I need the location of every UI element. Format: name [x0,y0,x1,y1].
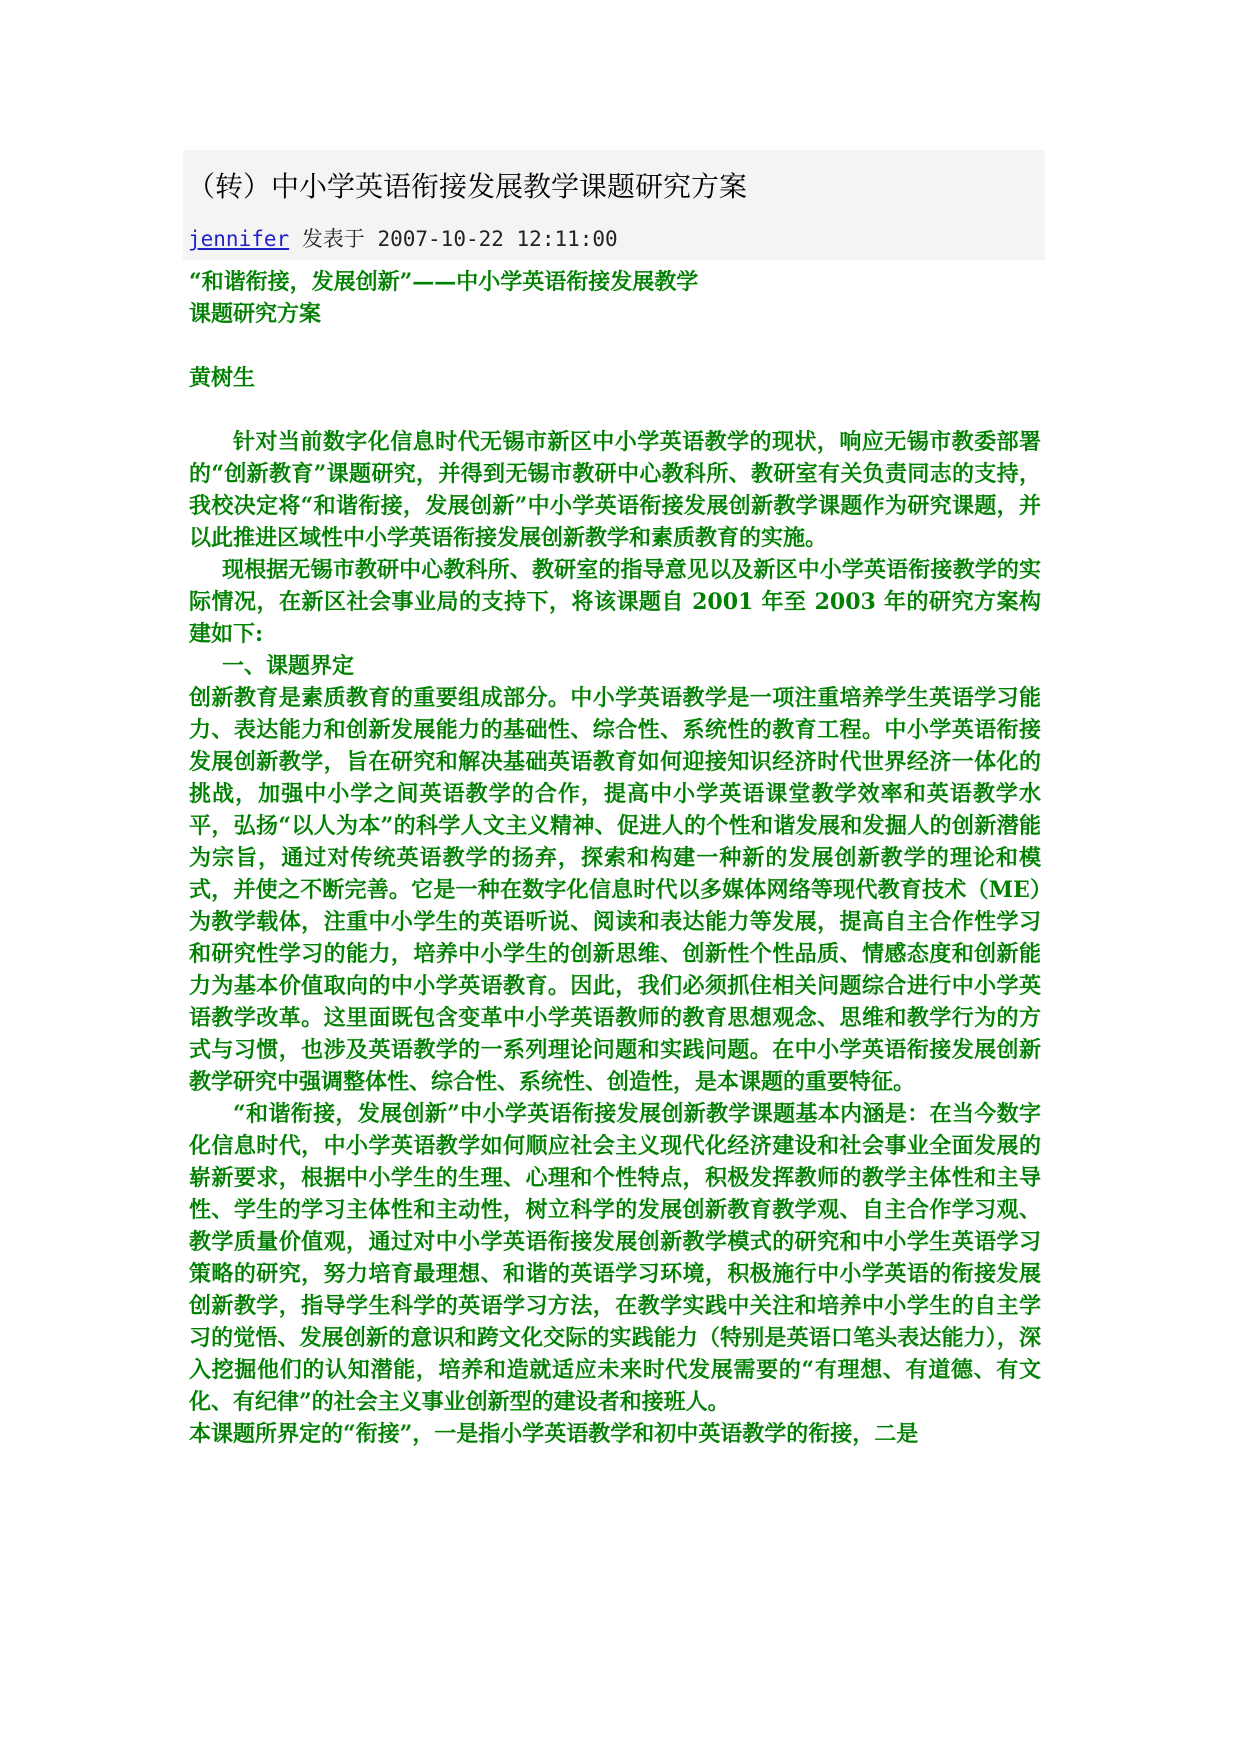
spacer [189,394,1041,426]
paragraph: 创新教育是素质教育的重要组成部分。中小学英语教学是一项注重培养学生英语学习能力、表达能力和创新发展能力的基础性、综合性、系统性的教育工程。中小学英语衔接发展创新教学，旨在研究和解决基础英语教育如何迎接知识经济时代世界经济一体化的挑战，加强中小学之间英语教学的合作，提高中小学英语课堂教学效率和英语教学水平，弘扬“以人为本”的科学人文主义精神、促进人的个性和谐发展和发掘人的创新潜能为宗旨，通过对传统英语教学的扬弃，探索和构建一种新的发展创新教学的理论和模式，并使之不断完善。它是一种在数字化信息时代以多媒体网络等现代教育技术（ME）为教学载体，注重中小学生的英语听说、阅读和表达能力等发展，提高自主合作性学习和研究性学习的能力，培养中小学生的创新思维、创新性个性品质、情感态度和创新能力为基本价值取向的中小学英语教育。因此，我们必须抓住相关问题综合进行中小学英语教学改革。这里面既包含变革中小学英语教师的教育思想观念、思维和教学行为的方式与习惯，也涉及英语教学的一系列理论问题和实践问题。在中小学英语衔接发展创新教学研究中强调整体性、综合性、系统性、创造性，是本课题的重要特征。 [189,685,1041,1095]
section-heading: 一、课题界定 [222,653,355,679]
article-body [189,266,1041,1450]
author-link[interactable]: jennifer [188,227,290,251]
post-timestamp: 2007-10-22 12:11:00 [377,227,618,251]
spacer [189,330,1041,362]
article-author: 黄树生 [189,365,256,391]
paragraph: 本课题所界定的“衔接”，一是指小学英语教学和初中英语教学的衔接，二是 [189,1421,919,1447]
post-meta [188,225,618,253]
post-title: （转）中小学英语衔接发展教学课题研究方案 [187,170,748,203]
article-heading-line2: 课题研究方案 [189,301,322,327]
paragraph: 现根据无锡市教研中心教科所、教研室的指导意见以及新区中小学英语衔接教学的实际情况，在新区社会事业局的支持下，将该课题自 2001 年至 2003 年的研究方案构建如下: [189,557,1041,647]
paragraph: “和谐衔接，发展创新”中小学英语衔接发展创新教学课题基本内涵是：在当今数字化信息时代，中小学英语教学如何顺应社会主义现代化经济建设和社会事业全面发展的崭新要求，根据中小学生的生理、心理和个性特点，积极发挥教师的教学主体性和主导性、学生的学习主体性和主动性，树立科学的发展创新教育教学观、自主合作学习观、教学质量价值观，通过对中小学英语衔接发展创新教学模式的研究和中小学生英语学习策略的研究，努力培育最理想、和谐的英语学习环境，积极施行中小学英语的衔接发展创新教学，指导学生科学的英语学习方法，在教学实践中关注和培养中小学生的自主学习的觉悟、发展创新的意识和跨文化交际的实践能力（特别是英语口笔头表达能力），深入挖掘他们的认知潜能，培养和造就适应未来时代发展需要的“有理想、有道德、有文化、有纪律”的社会主义事业创新型的建设者和接班人。 [189,1101,1041,1415]
article-heading-line1: “和谐衔接，发展创新”——中小学英语衔接发展教学 [189,269,699,295]
paragraph: 针对当前数字化信息时代无锡市新区中小学英语教学的现状，响应无锡市教委部署的“创新教育”课题研究，并得到无锡市教研中心教科所、教研室有关负责同志的支持，我校决定将“和谐衔接，发展创新”中小学英语衔接发展创新教学课题作为研究课题，并以此推进区域性中小学英语衔接发展创新教学和素质教育的实施。 [189,429,1041,551]
posted-label: 发表于 [301,227,365,251]
